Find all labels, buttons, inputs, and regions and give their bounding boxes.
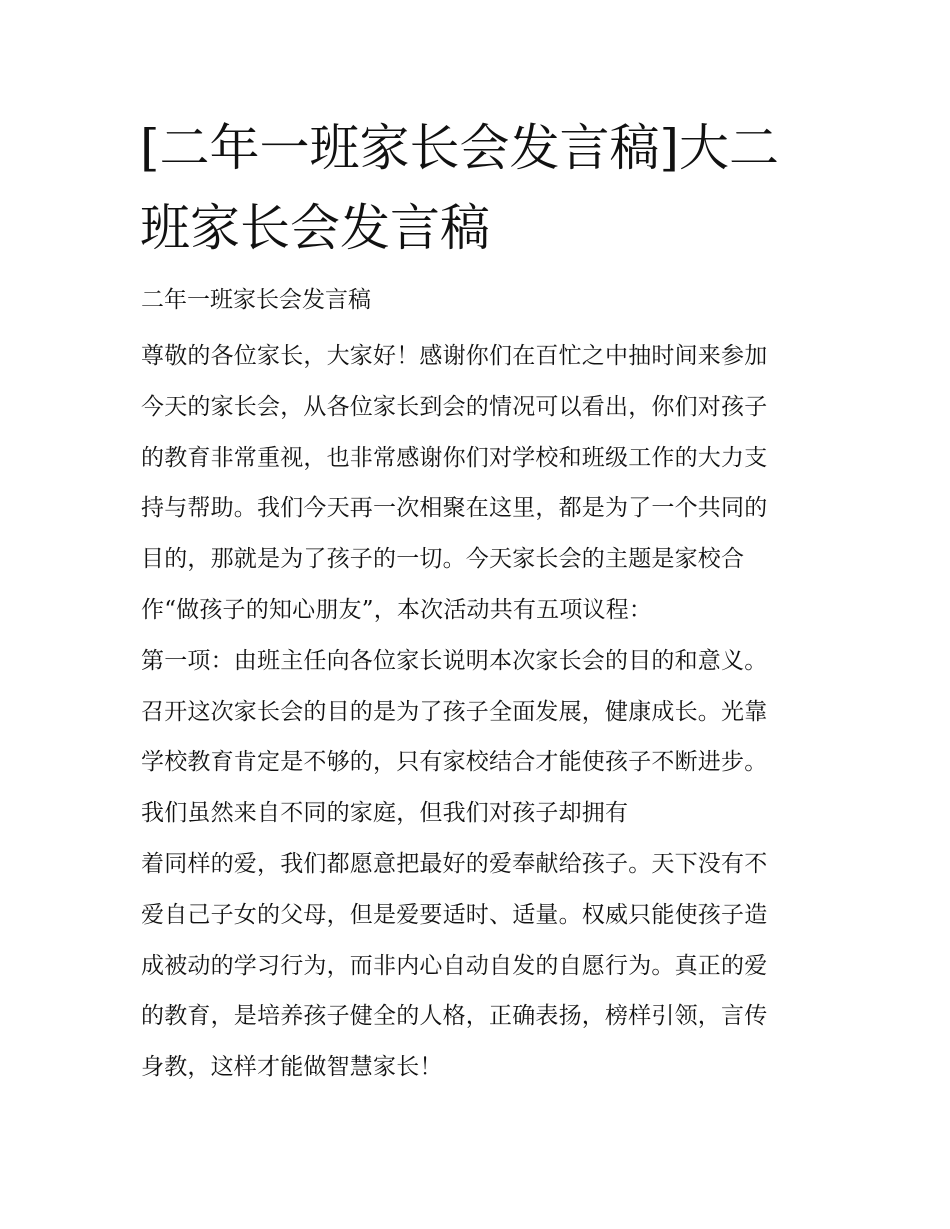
body-line: 学校教育肯定是不够的，只有家校结合才能使孩子不断进步。 <box>141 749 768 776</box>
body-line: 身教，这样才能做智慧家长！ <box>141 1054 443 1081</box>
body-line: 成被动的学习行为，而非内心自动自发的自愿行为。真正的爱 <box>141 952 768 979</box>
body-line: 爱自己子女的父母，但是爱要适时、适量。权威只能使孩子造 <box>141 901 768 928</box>
body-line: 的教育非常重视，也非常感谢你们对学校和班级工作的大力支 <box>141 444 768 471</box>
body-line: 今天的家长会，从各位家长到会的情况可以看出，你们对孩子 <box>141 393 768 420</box>
body-line: 召开这次家长会的目的是为了孩子全面发展，健康成长。光靠 <box>141 698 768 725</box>
body-line: 目的，那就是为了孩子的一切。今天家长会的主题是家校合 <box>141 546 745 573</box>
body-line: 尊敬的各位家长，大家好！感谢你们在百忙之中抽时间来参加 <box>141 343 768 369</box>
body-line: 持与帮助。我们今天再一次相聚在这里，都是为了一个共同的 <box>141 495 768 522</box>
document-title <box>140 108 830 268</box>
document-body <box>141 331 831 1093</box>
body-line: 作“做孩子的知心朋友”，本次活动共有五项议程： <box>141 596 653 623</box>
body-line: 我们虽然来自不同的家庭，但我们对孩子却拥有 <box>141 800 629 827</box>
body-line: 的教育，是培养孩子健全的人格，正确表扬，榜样引领，言传 <box>141 1003 768 1030</box>
document-subtitle: 二年一班家长会发言稿 <box>141 287 371 313</box>
body-line: 第一项：由班主任向各位家长说明本次家长会的目的和意义。 <box>141 647 768 674</box>
body-line: 着同样的爱，我们都愿意把最好的爱奉献给孩子。天下没有不 <box>141 850 768 877</box>
title-line-2: 班家长会发言稿 <box>140 199 490 257</box>
title-line-1: [二年一班家长会发言稿]大二 <box>140 119 780 177</box>
